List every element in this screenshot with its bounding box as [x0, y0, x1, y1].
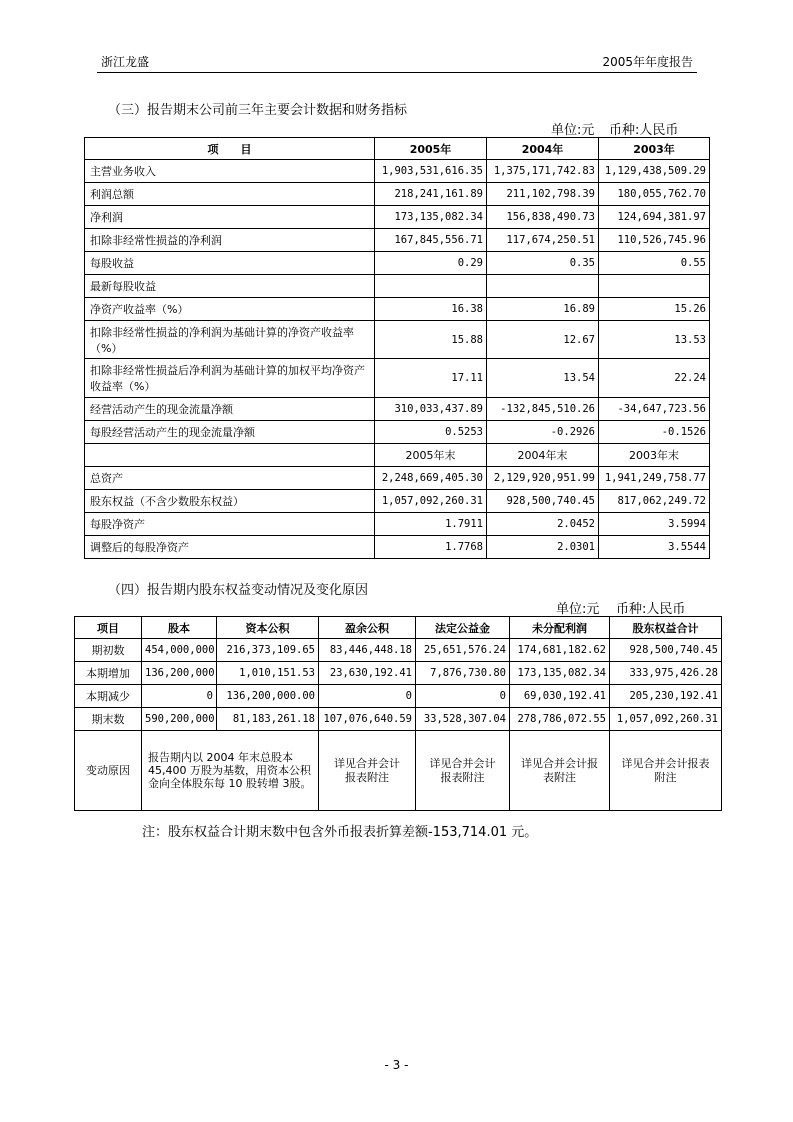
row-value: 16.38	[375, 298, 487, 321]
row-value: 0.35	[487, 252, 599, 275]
column-header: 股东权益合计	[610, 617, 722, 639]
row-value: -132,845,510.26	[487, 398, 599, 421]
row-value: 1,010,151.53	[217, 662, 319, 685]
row-value: 0.55	[599, 252, 710, 275]
table-row	[85, 252, 710, 275]
financial-indicators-table	[84, 137, 710, 559]
table-row	[85, 536, 710, 559]
section4-currency: 币种:人民币	[616, 602, 686, 617]
reason-note: 详见合并会计报表附注	[416, 731, 510, 811]
row-label: 净利润	[85, 206, 375, 229]
row-value: 124,694,381.97	[599, 206, 710, 229]
financial-indicators-body	[85, 138, 710, 559]
row-value: 180,055,762.70	[599, 183, 710, 206]
row-value: 205,230,192.41	[610, 685, 722, 708]
row-value: 1,129,438,509.29	[599, 160, 710, 183]
row-value: 310,033,437.89	[375, 398, 487, 421]
row-value: 173,135,082.34	[510, 662, 610, 685]
row-value: 590,200,000	[142, 708, 217, 731]
row-value: 216,373,109.65	[217, 639, 319, 662]
row-value: 0	[142, 685, 217, 708]
row-value: 23,630,192.41	[319, 662, 416, 685]
row-value: 110,526,745.96	[599, 229, 710, 252]
row-value: 136,200,000	[142, 662, 217, 685]
column-header: 盈余公积	[319, 617, 416, 639]
section4-title: （四）报告期内股东权益变动情况及变化原因	[108, 583, 369, 598]
row-value: -0.1526	[599, 421, 710, 444]
table-row	[75, 685, 722, 708]
row-value: 12.67	[487, 321, 599, 359]
row-value: 211,102,798.39	[487, 183, 599, 206]
row-label: 每股经营活动产生的现金流量净额	[85, 421, 375, 444]
row-value: 2,129,920,951.99	[487, 467, 599, 490]
row-value: 83,446,448.18	[319, 639, 416, 662]
reason-note: 详见合并会计报表附注	[510, 731, 610, 811]
row-value: -34,647,723.56	[599, 398, 710, 421]
row-label: 每股收益	[85, 252, 375, 275]
row-value: 174,681,182.62	[510, 639, 610, 662]
section4-unit: 单位:元	[556, 602, 600, 617]
section3-unit: 单位:元	[551, 123, 595, 138]
row-value: -0.2926	[487, 421, 599, 444]
row-value: 81,183,261.18	[217, 708, 319, 731]
period-header: 2004年末	[487, 444, 599, 467]
table-row	[85, 183, 710, 206]
row-value	[487, 275, 599, 298]
header-row	[75, 617, 722, 639]
table-row	[85, 229, 710, 252]
table-row	[85, 275, 710, 298]
equity-change-body	[75, 617, 722, 811]
table-row	[75, 708, 722, 731]
row-value: 0.5253	[375, 421, 487, 444]
period-header-row	[85, 444, 710, 467]
row-value: 117,674,250.51	[487, 229, 599, 252]
row-value	[599, 275, 710, 298]
row-label: 主营业务收入	[85, 160, 375, 183]
row-value: 156,838,490.73	[487, 206, 599, 229]
row-value: 136,200,000.00	[217, 685, 319, 708]
page-number: - 3 -	[384, 1058, 409, 1072]
row-value: 3.5544	[599, 536, 710, 559]
row-label: 本期增加	[75, 662, 142, 685]
row-label: 最新每股收益	[85, 275, 375, 298]
row-value: 1,941,249,758.77	[599, 467, 710, 490]
table-row	[75, 662, 722, 685]
row-label: 经营活动产生的现金流量净额	[85, 398, 375, 421]
row-value: 15.88	[375, 321, 487, 359]
row-value: 173,135,082.34	[375, 206, 487, 229]
row-value: 69,030,192.41	[510, 685, 610, 708]
row-value: 0.29	[375, 252, 487, 275]
column-header: 法定公益金	[416, 617, 510, 639]
period-header: 2005年末	[375, 444, 487, 467]
row-value: 2.0301	[487, 536, 599, 559]
table-row	[85, 421, 710, 444]
period-header: 2003年末	[599, 444, 710, 467]
column-header: 2004年	[487, 138, 599, 160]
row-value: 25,651,576.24	[416, 639, 510, 662]
row-value: 107,076,640.59	[319, 708, 416, 731]
row-value: 1,903,531,616.35	[375, 160, 487, 183]
section3-title: （三）报告期末公司前三年主要会计数据和财务指标	[108, 103, 408, 118]
row-label: 期初数	[75, 639, 142, 662]
table-row	[85, 298, 710, 321]
row-label: 利润总额	[85, 183, 375, 206]
row-value: 2,248,669,405.30	[375, 467, 487, 490]
row-value: 2.0452	[487, 513, 599, 536]
row-label: 总资产	[85, 467, 375, 490]
row-value: 333,975,426.28	[610, 662, 722, 685]
company-name: 浙江龙盛	[101, 55, 150, 69]
row-value: 1,057,092,260.31	[375, 490, 487, 513]
row-value: 15.26	[599, 298, 710, 321]
row-label: 调整后的每股净资产	[85, 536, 375, 559]
row-value: 22.24	[599, 359, 710, 398]
row-value: 13.53	[599, 321, 710, 359]
reason-capital: 报告期内以 2004 年末总股本45,400 万股为基数，用资本公积金向全体股东每 10 股转增 3股。	[142, 731, 319, 811]
row-value: 0	[416, 685, 510, 708]
row-label: 扣除非经常性损益的净利润为基础计算的净资产收益率（%）	[85, 321, 375, 359]
table-row	[85, 321, 710, 359]
row-label: 净资产收益率（%）	[85, 298, 375, 321]
row-value: 454,000,000	[142, 639, 217, 662]
row-value: 928,500,740.45	[487, 490, 599, 513]
table-row	[85, 206, 710, 229]
page-header	[97, 50, 697, 73]
row-value: 1.7911	[375, 513, 487, 536]
table-row	[85, 160, 710, 183]
column-header: 2003年	[599, 138, 710, 160]
table-row	[85, 490, 710, 513]
column-header: 股本	[142, 617, 217, 639]
row-value: 928,500,740.45	[610, 639, 722, 662]
table-row	[85, 398, 710, 421]
reason-note: 详见合并会计报表附注	[610, 731, 722, 811]
row-value	[375, 275, 487, 298]
row-value: 278,786,072.55	[510, 708, 610, 731]
row-value: 16.89	[487, 298, 599, 321]
report-title: 2005年年度报告	[602, 55, 693, 69]
column-header: 项 目	[85, 138, 375, 160]
column-header: 项目	[75, 617, 142, 639]
row-label: 每股净资产	[85, 513, 375, 536]
header-row	[85, 138, 710, 160]
blank-cell	[85, 444, 375, 467]
row-label: 股东权益（不含少数股东权益）	[85, 490, 375, 513]
table-row	[85, 513, 710, 536]
row-value: 3.5994	[599, 513, 710, 536]
footnote: 注：股东权益合计期末数中包含外币报表折算差额-153,714.01 元。	[142, 825, 538, 840]
table-row	[85, 467, 710, 490]
row-value: 1,057,092,260.31	[610, 708, 722, 731]
reason-note: 详见合并会计报表附注	[319, 731, 416, 811]
table-row	[75, 639, 722, 662]
row-value: 7,876,730.80	[416, 662, 510, 685]
row-value: 1.7768	[375, 536, 487, 559]
row-label: 本期减少	[75, 685, 142, 708]
row-value: 817,062,249.72	[599, 490, 710, 513]
row-value: 167,845,556.71	[375, 229, 487, 252]
column-header: 资本公积	[217, 617, 319, 639]
table-row	[85, 359, 710, 398]
row-value: 13.54	[487, 359, 599, 398]
row-label: 扣除非经常性损益后净利润为基础计算的加权平均净资产收益率（%）	[85, 359, 375, 398]
row-value: 218,241,161.89	[375, 183, 487, 206]
row-value: 1,375,171,742.83	[487, 160, 599, 183]
row-value: 33,528,307.04	[416, 708, 510, 731]
reason-row	[75, 731, 722, 811]
row-value: 17.11	[375, 359, 487, 398]
section3-currency: 币种:人民币	[609, 123, 679, 138]
row-label: 扣除非经常性损益的净利润	[85, 229, 375, 252]
column-header: 未分配利润	[510, 617, 610, 639]
equity-change-table	[74, 616, 722, 811]
row-label: 期末数	[75, 708, 142, 731]
row-value: 0	[319, 685, 416, 708]
column-header: 2005年	[375, 138, 487, 160]
reason-label: 变动原因	[75, 731, 142, 811]
